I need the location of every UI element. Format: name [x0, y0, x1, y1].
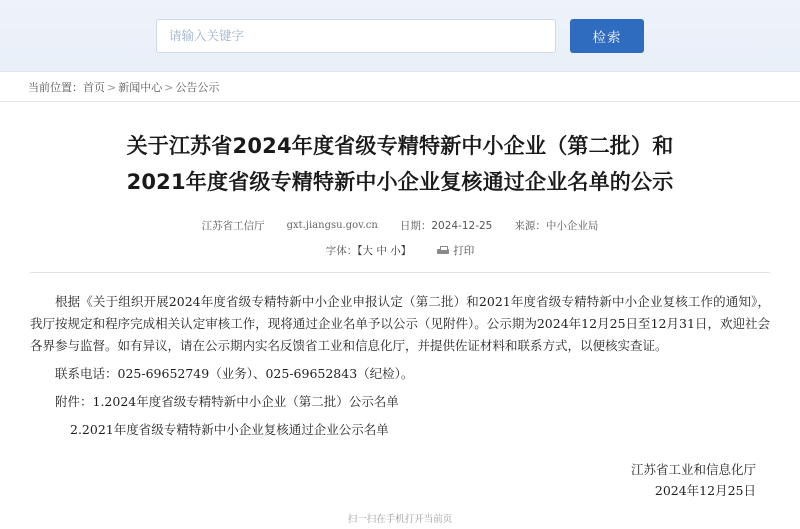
search-wrapper: [156, 19, 644, 53]
fontsize-options[interactable]: 【大 中 小】: [357, 245, 412, 257]
search-input[interactable]: [156, 19, 556, 53]
print-button[interactable]: [437, 243, 474, 258]
breadcrumb: [0, 72, 800, 102]
page-title: [30, 102, 770, 200]
fontsize-control[interactable]: [326, 243, 411, 258]
divider: [30, 272, 770, 273]
article-meta: [30, 218, 770, 233]
article-attachment-2: 2.2021年度省级专精特新中小企业复核通过企业公示名单: [70, 422, 389, 437]
fontsize-label: 字体：: [325, 245, 358, 257]
meta-source-value: 中小企业局: [545, 220, 599, 232]
article-tools: [30, 243, 770, 258]
meta-source-label: 来源：: [514, 220, 546, 232]
meta-source: [514, 218, 598, 233]
meta-site-domain: gxt.jiangsu.gov.cn: [286, 220, 378, 231]
article-paragraph-1: 根据《关于组织开展2024年度省级专精特新中小企业申报认定（第二批）和2021年度省级专精特新中小企业复核工作的通知》，我厅按规定和程序完成相关认定审核工作，现将通过企业名单予以公示（见附件）。公示期为2024年12月25日至12月31日，欢迎社会各界参与监督。如有异议，请在公示期内实名反馈省工业和信息化厅，并提供佐证材料和联系方式，以便核实查证。: [30, 294, 770, 353]
meta-source-org: 江苏省工信厅: [201, 220, 265, 232]
breadcrumb-text: [28, 79, 219, 95]
breadcrumb-separator-1: >: [107, 80, 117, 94]
meta-date-label: 日期：: [399, 220, 432, 232]
article-signature: [30, 459, 770, 501]
search-button[interactable]: 检索: [570, 19, 644, 53]
print-label: 打印: [453, 245, 475, 257]
article-attachment-1: 附件：1.2024年度省级专精特新中小企业（第二批）公示名单: [55, 394, 399, 409]
page-title-line-1: 关于江苏省2024年度省级专精特新中小企业（第二批）和: [126, 134, 674, 158]
meta-date: [400, 218, 493, 233]
meta-date-value: 2024-12-25: [431, 220, 493, 232]
article-body: [30, 291, 770, 441]
article-paragraph-2: 联系电话：025-69652749（业务）、025-69652843（纪检）。: [55, 366, 414, 381]
qr-section: [30, 511, 770, 529]
breadcrumb-prefix: 当前位置：: [28, 80, 83, 94]
article: [0, 102, 800, 529]
qr-caption: 扫一扫在手机打开当前页: [347, 514, 453, 525]
search-header: [0, 0, 800, 72]
breadcrumb-separator-2: >: [164, 80, 174, 94]
breadcrumb-item-news-center[interactable]: 新闻中心: [118, 80, 163, 94]
breadcrumb-item-home[interactable]: 首页: [83, 80, 105, 94]
breadcrumb-item-announcements[interactable]: 公告公示: [175, 80, 220, 94]
signature-org: 江苏省工业和信息化厅: [630, 462, 756, 477]
printer-icon: [437, 246, 449, 256]
page-title-line-2: 2021年度省级专精特新中小企业复核通过企业名单的公示: [126, 170, 674, 194]
signature-date: 2024年12月25日: [654, 483, 756, 498]
